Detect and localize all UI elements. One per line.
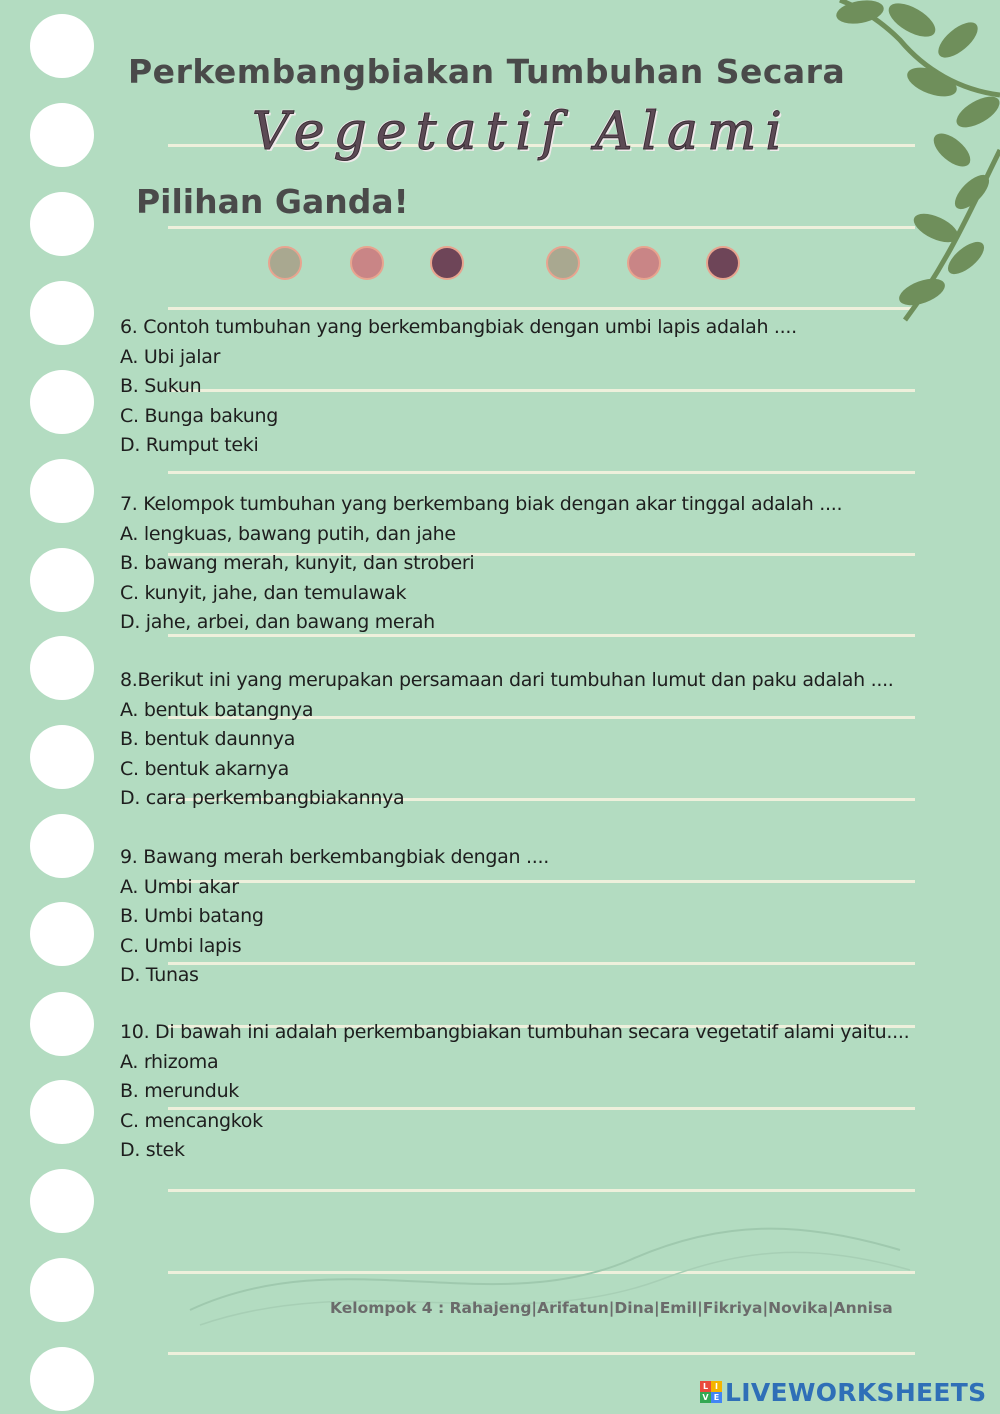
- answer-option[interactable]: A. bentuk batangnya: [120, 698, 314, 721]
- binder-hole: [30, 370, 94, 434]
- answer-option[interactable]: A. lengkuas, bawang putih, dan jahe: [120, 522, 456, 545]
- binder-hole: [30, 814, 94, 878]
- answer-option[interactable]: B. bentuk daunnya: [120, 728, 296, 750]
- binder-hole: [30, 725, 94, 789]
- logo-letter: L: [700, 1381, 711, 1392]
- answer-option[interactable]: C. kunyit, jahe, dan temulawak: [120, 581, 407, 604]
- logo-letter: E: [711, 1392, 722, 1403]
- answer-option[interactable]: C. Bunga bakung: [120, 404, 278, 427]
- leaf-branch-decoration: [710, 0, 1000, 330]
- question-8: [120, 666, 920, 814]
- decorative-dots: [268, 246, 748, 286]
- title-line-2: Vegetatif Alami: [252, 102, 791, 162]
- ruled-line: [168, 1189, 915, 1192]
- question-text: 10. Di bawah ini adalah perkembangbiakan tumbuhan secara vegetatif alami yaitu....: [120, 1021, 910, 1043]
- liveworksheets-brand: [700, 1374, 986, 1410]
- binder-hole: [30, 902, 94, 966]
- binder-hole: [30, 14, 94, 78]
- question-7: [120, 490, 920, 638]
- brand-name: LIVEWORKSHEETS: [725, 1377, 987, 1407]
- binder-hole: [30, 992, 94, 1056]
- question-9: [120, 843, 920, 991]
- binder-hole: [30, 281, 94, 345]
- binder-hole: [30, 192, 94, 256]
- liveworksheets-logo-icon: [700, 1381, 722, 1403]
- subtitle: Pilihan Ganda!: [136, 182, 409, 221]
- binder-hole: [30, 1347, 94, 1411]
- dot: [627, 246, 661, 280]
- group-credits: Kelompok 4 : Rahajeng|Arifatun|Dina|Emil|Fikriya|Novika|Annisa: [330, 1299, 893, 1317]
- answer-option[interactable]: D. Rumput teki: [120, 434, 259, 456]
- dot: [546, 246, 580, 280]
- binder-hole: [30, 1169, 94, 1233]
- binder-hole: [30, 103, 94, 167]
- answer-option[interactable]: A. Umbi akar: [120, 875, 239, 898]
- binder-hole: [30, 459, 94, 523]
- question-text: 9. Bawang merah berkembangbiak dengan ....: [120, 846, 549, 868]
- answer-option[interactable]: B. Sukun: [120, 375, 202, 397]
- answer-option[interactable]: D. stek: [120, 1139, 185, 1161]
- question-text: 8.Berikut ini yang merupakan persamaan dari tumbuhan lumut dan paku adalah ....: [120, 669, 894, 691]
- binder-hole: [30, 1080, 94, 1144]
- swirl-decoration: [160, 1200, 920, 1340]
- answer-option[interactable]: C. mencangkok: [120, 1109, 263, 1132]
- answer-option[interactable]: B. Umbi batang: [120, 905, 264, 927]
- dot: [430, 246, 464, 280]
- title-line-1: Perkembangbiakan Tumbuhan Secara: [128, 52, 846, 91]
- answer-option[interactable]: B. merunduk: [120, 1080, 240, 1102]
- dot: [268, 246, 302, 280]
- answer-option[interactable]: D. Tunas: [120, 964, 199, 986]
- logo-letter: V: [700, 1392, 711, 1403]
- dot: [350, 246, 384, 280]
- ruled-line: [168, 471, 915, 474]
- dot: [706, 246, 740, 280]
- binder-hole: [30, 636, 94, 700]
- binder-hole: [30, 1258, 94, 1322]
- logo-letter: I: [711, 1381, 722, 1392]
- question-6: [120, 313, 920, 461]
- binder-hole: [30, 548, 94, 612]
- answer-option[interactable]: A. Ubi jalar: [120, 345, 221, 368]
- answer-option[interactable]: B. bawang merah, kunyit, dan stroberi: [120, 552, 475, 574]
- ruled-line: [168, 1352, 915, 1355]
- answer-option[interactable]: D. jahe, arbei, dan bawang merah: [120, 611, 435, 633]
- question-text: 7. Kelompok tumbuhan yang berkembang biak dengan akar tinggal adalah ....: [120, 493, 843, 515]
- answer-option[interactable]: C. Umbi lapis: [120, 934, 242, 957]
- question-text: 6. Contoh tumbuhan yang berkembangbiak dengan umbi lapis adalah ....: [120, 316, 797, 338]
- question-10: [120, 1018, 920, 1166]
- answer-option[interactable]: A. rhizoma: [120, 1050, 219, 1073]
- answer-option[interactable]: C. bentuk akarnya: [120, 757, 289, 780]
- answer-option[interactable]: D. cara perkembangbiakannya: [120, 787, 405, 809]
